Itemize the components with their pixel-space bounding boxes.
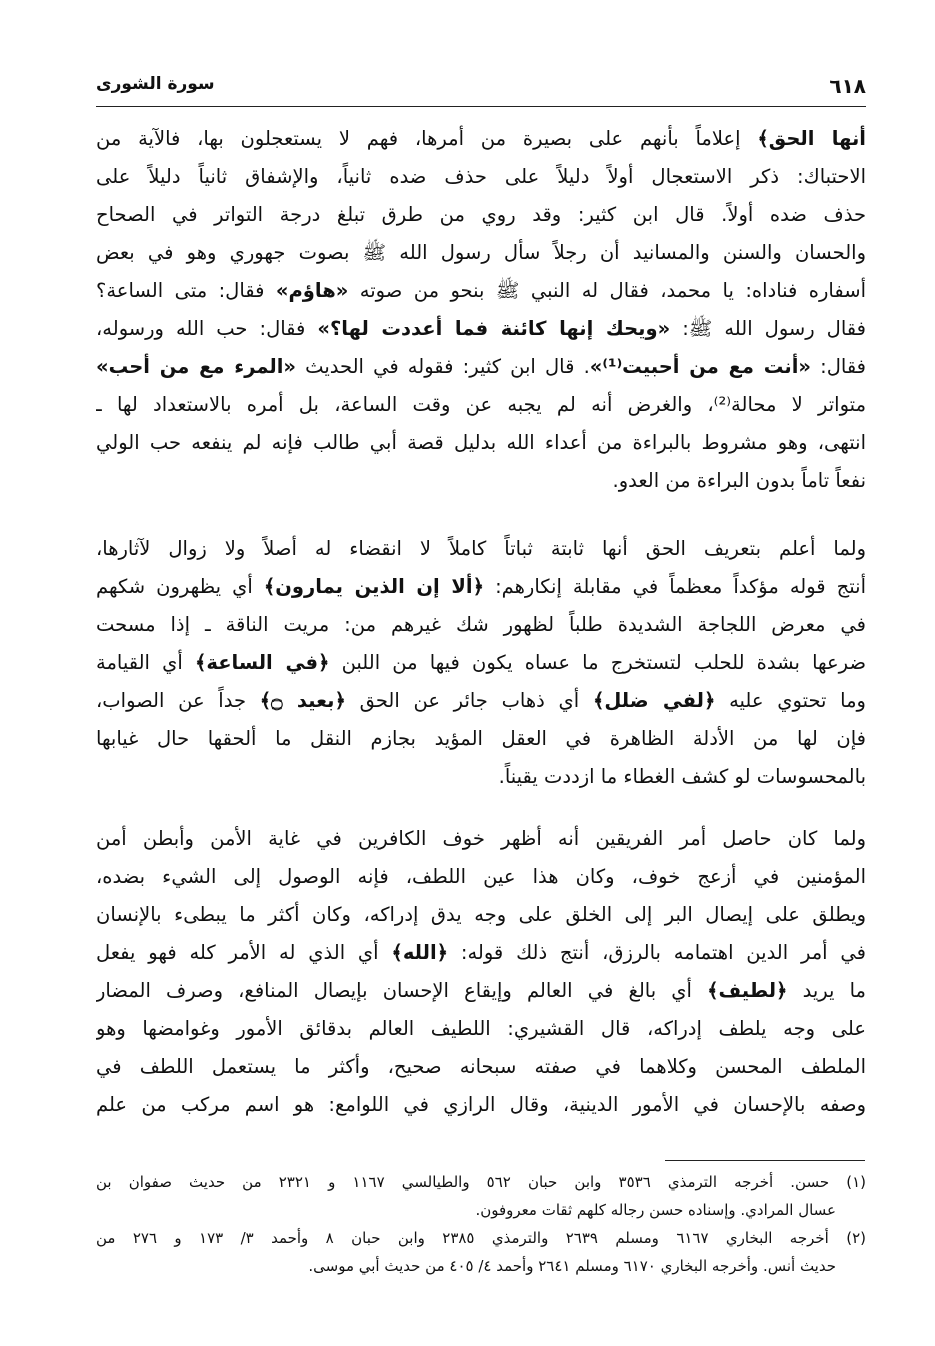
quoted-text: «أنت مع من أحبيت⁽¹⁾» <box>589 355 811 378</box>
body-text: حذف ضده أولاً. قال ابن كثير: وقد روي من طرق تبلغ درجة التواتر في الصحاح <box>96 203 866 226</box>
quoted-text: أنها الحق﴾ <box>757 127 866 150</box>
paragraph-2 <box>96 530 866 796</box>
body-text: وصفه بالإحسان في الأمور الدينية، وقال الرازي في اللوامع: هو اسم مركب من علم <box>96 1093 866 1116</box>
body-text: المؤمنين في أزعج خوف، وكان هذا عين اللطف، فإنه الوصول إلى الشيء بضده، <box>96 865 866 888</box>
body-text: ويطلق على إيصال البر إلى الخلق على وجه يدق إدراكه، وكان أكثر ما يبطىء بالإنسان <box>96 903 866 926</box>
body-text: الاحتباك: ذكر الاستعجال أولاً دليلاً على حذف ضده ثانياً، والإشفاق ثانياً دليلاً على <box>96 165 866 188</box>
quoted-text: ﴿ألا إن الذين يمارون﴾ <box>263 575 485 598</box>
body-text: انتهى، وهو مشروط بالبراءة من أعداء الله بدليل قصة أبي طالب فإنه لم ينفعه حب الولي <box>96 431 866 454</box>
body-text: أي الذي له الأمر كله فهو يفعل <box>96 941 392 964</box>
text-line <box>96 348 866 386</box>
page-header <box>96 70 866 104</box>
footnote-2-line: حديث أنس. وأخرجه البخاري ٦١٧٠ ومسلم ٢٦٤١ وأحمد ٤/ ٤٠٥ من حديث أبي موسى. <box>308 1257 836 1275</box>
quoted-text: «المرء مع من أحب» <box>96 355 297 378</box>
text-line <box>96 386 866 424</box>
body-text: ولما أعلم بتعريف الحق أنها ثابتة ثباتاً كاملاً لا انقضاء له أصلاً ولا زوال لآثارها، <box>96 537 866 560</box>
text-line <box>96 934 866 972</box>
text-line <box>96 530 866 568</box>
body-text: فقال: متى الساعة؟ <box>96 279 276 302</box>
body-text: فقال: حب الله ورسوله، <box>96 317 318 340</box>
text-line <box>96 720 866 758</box>
text-line <box>96 896 866 934</box>
text-line <box>96 272 866 310</box>
paragraph-1 <box>96 120 866 500</box>
body-text: أي ذهاب جائر عن الحق <box>345 689 593 712</box>
text-line <box>96 606 866 644</box>
body-text: على وجه يلطف إدراكه، قال القشيري: اللطيف العالم بدقائق الأمور وغوامضها وهو <box>96 1017 866 1040</box>
quoted-text: «هاؤم» <box>275 279 349 302</box>
quoted-text: «ويحك إنها كائنة فما أعددت لها؟» <box>317 317 671 340</box>
quoted-text: ﴿في الساعة﴾ <box>194 651 330 674</box>
body-text: نفعاً تاماً بدون البراءة من العدو. <box>612 469 866 492</box>
text-line <box>96 158 866 196</box>
text-line <box>96 858 866 896</box>
text-line <box>96 1086 866 1124</box>
text-line <box>96 972 866 1010</box>
body-text: فقال: <box>810 355 866 378</box>
text-line <box>96 1048 866 1086</box>
body-text: أنتج قوله مؤكداً معظماً في مقابلة إنكارهم: <box>484 575 866 598</box>
text-line <box>96 682 866 720</box>
body-text: ولما كان حاصل أمر الفريقين أنه أظهر خوف الكافرين في غاية الأمن وأبطن أمن <box>96 827 866 850</box>
body-text: . قال ابن كثير: فقوله في الحديث <box>296 355 590 378</box>
body-text: في معرض اللجاجة الشديدة طلباً لظهور شك غيرهم من: مريت الناقة ـ إذا مسحت <box>96 613 866 636</box>
footnote-rule <box>665 1160 865 1161</box>
text-line <box>96 644 866 682</box>
text-line <box>96 196 866 234</box>
body-text: أي يظهرون شكهم <box>96 575 264 598</box>
body-text: الملطف المحسن وكلاهما في صفته سبحانه صحيح، وأكثر ما يستعمل اللطف في <box>96 1055 866 1078</box>
footnote-2-line: (٢) أخرجه البخاري ٦١٦٧ ومسلم ٢٦٣٩ والترمذي ٢٣٨٥ وابن حبان ٨ وأحمد ٣/ ١٧٣ و ٢٧٦ من <box>96 1229 866 1247</box>
footnote-1-line: (١) حسن. أخرجه الترمذي ٣٥٣٦ وابن حبان ٥٦٢ والطيالسي ١١٦٧ و ٢٣٢١ من حديث صفوان بن <box>96 1173 866 1191</box>
text-line <box>96 568 866 606</box>
text-line <box>96 758 866 796</box>
paragraph-3 <box>96 820 866 1124</box>
body-text: ما يريد <box>787 979 866 1002</box>
quoted-text: ﴿لطيف﴾ <box>707 979 788 1002</box>
header-rule <box>96 106 866 107</box>
quoted-text: ﴿بعيد ۝﴾ <box>259 689 346 712</box>
text-line <box>96 1010 866 1048</box>
body-text: والحسان والسنن والمسانيد أن رجلاً سأل رسول الله ﷺ بصوت جهوري وهو في بعض <box>96 241 866 264</box>
body-text: متواتر لا محالة⁽²⁾، والغرض أنه لم يجبه عن وقت الساعة، بل أمره بالاستعداد لها ـ <box>96 393 866 416</box>
text-line <box>96 120 866 158</box>
body-text: جداً عن الصواب، <box>96 689 260 712</box>
body-text: ضرعها بشدة للحلب لتستخرج ما عساه يكون فيها من اللبن <box>329 651 866 674</box>
body-text: أي بالغ في العالم وإيقاع الإحسان بإيصال المنافع، وصرف المضار <box>96 979 708 1002</box>
body-text: أي القيامة <box>96 651 195 674</box>
body-text: بالمحسوسات لو كشف الغطاء ما ازددت يقيناً. <box>498 765 866 788</box>
text-line <box>96 462 866 500</box>
body-text: أسفاره فناداه: يا محمد، فقال له النبي ﷺ بنحو من صوته <box>348 279 866 302</box>
page-number: ٦١٨ <box>829 74 866 98</box>
surah-title: سورة الشورى <box>96 74 215 94</box>
body-text: فقال رسول الله ﷺ: <box>670 317 866 340</box>
body-text: إعلاماً بأنهم على بصيرة من أمرها، فهم لا يستعجلون بها، فالآية من <box>96 127 758 150</box>
quoted-text: ﴿الله﴾ <box>391 941 449 964</box>
footnote-1-line: عسال المرادي. وإسناده حسن رجاله كلهم ثقات معروفون. <box>475 1201 836 1219</box>
quoted-text: ﴿لفي ضلل﴾ <box>592 689 716 712</box>
text-line <box>96 234 866 272</box>
body-text: وما تحتوي عليه <box>715 689 866 712</box>
body-text: فإن لها من الأدلة الظاهرة في العقل المؤيد بجازم النقل ما ألحقها حال غيابها <box>96 727 866 750</box>
footnotes <box>96 1168 866 1280</box>
text-line <box>96 310 866 348</box>
text-line <box>96 820 866 858</box>
text-line <box>96 424 866 462</box>
body-text: في أمر الدين اهتمامه بالرزق، أنتج ذلك قوله: <box>448 941 866 964</box>
